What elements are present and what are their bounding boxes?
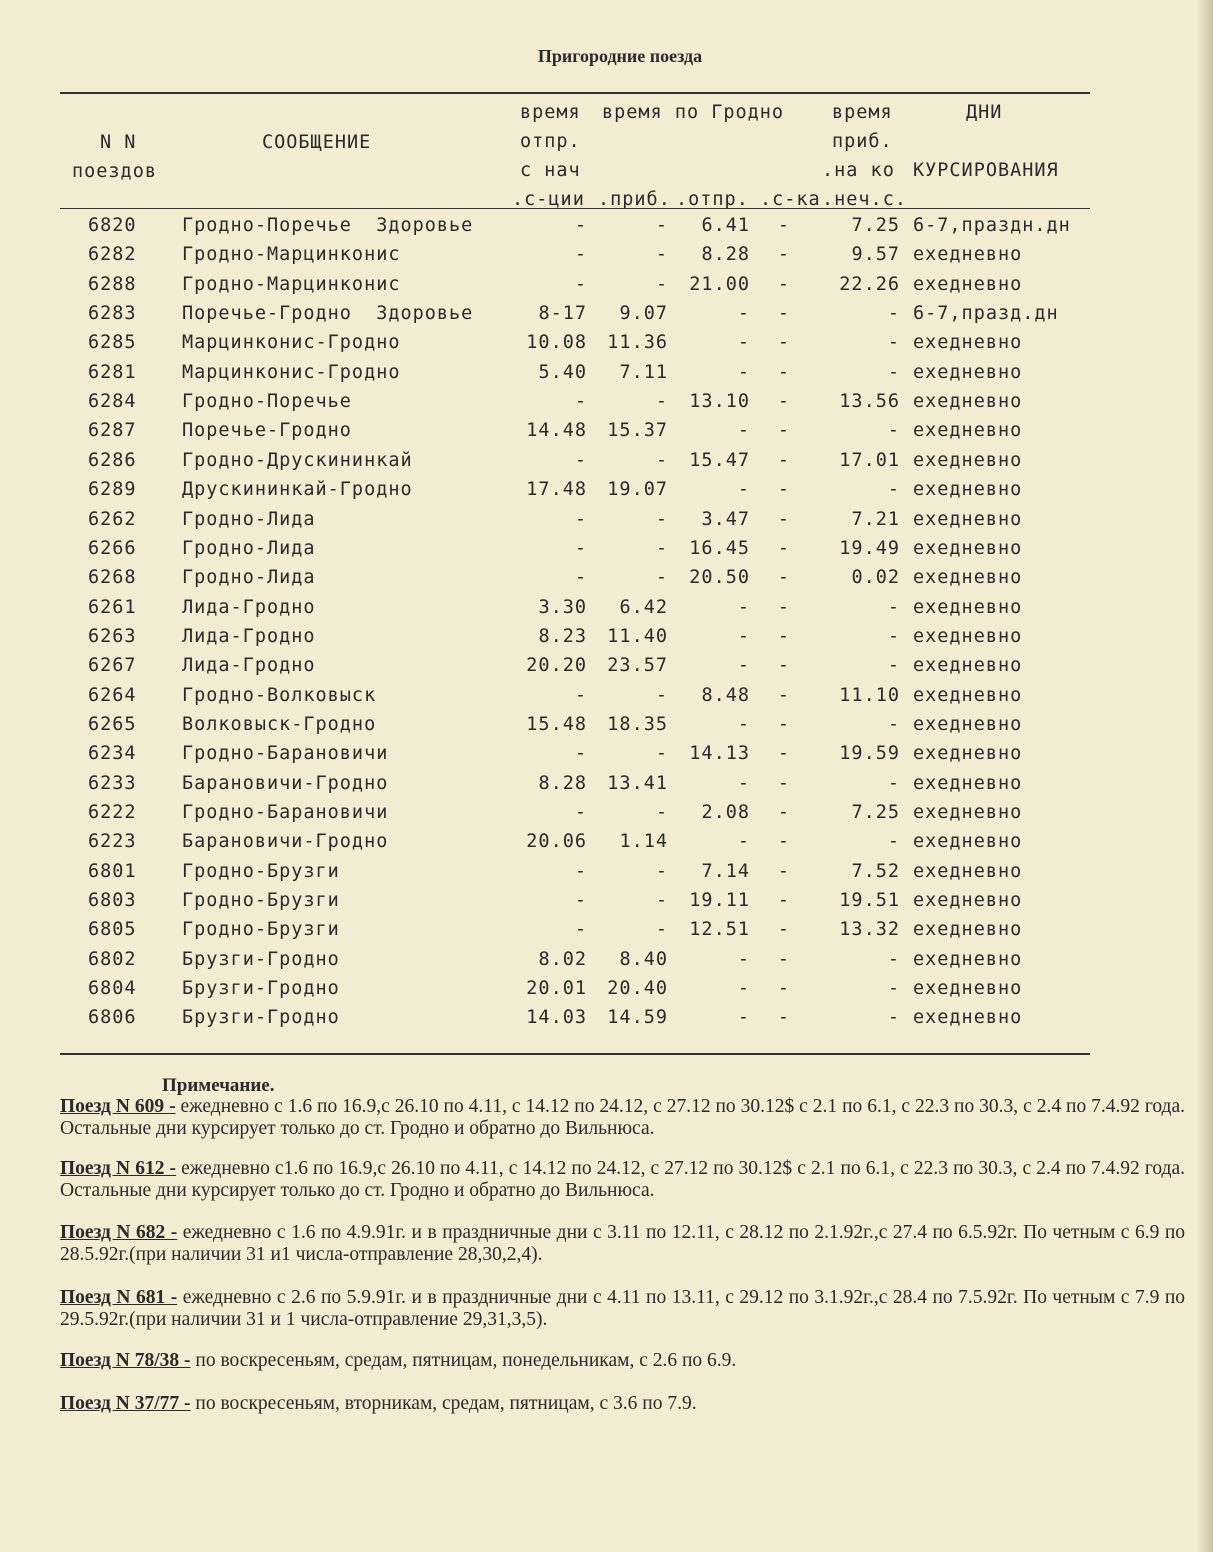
table-row [0,655,1213,684]
cell-arr: 9.07 [619,303,668,325]
cell-route: Гродно-Поречье [182,391,352,413]
cell-fin: - [887,655,900,677]
cell-arr: 23.57 [607,655,668,677]
cell-gdep: - [737,332,750,354]
cell-arr: - [655,391,668,413]
table-row [0,274,1213,303]
cell-route: Гродно-Марцинконис [182,273,401,295]
cell-garr: - [777,802,791,823]
note-text: ежедневно с 1.6 по 16.9,с 26.10 по 4.11, с 14.12 по 24.12, с 27.12 по 30.12$ с 2.1 по 6.1, с 22.3 по 30.3, с 2.4 по 7.4.92 года. Остальные дни курсирует только до ст. Гродно и обратно до Вильнюса. [60,1096,1185,1139]
cell-num: 6282 [88,244,137,266]
cell-dep: - [574,391,587,413]
cell-gdep: 13.10 [689,391,750,413]
table-row [0,861,1213,890]
cell-fin: - [887,361,900,383]
cell-arr: 18.35 [607,713,668,735]
cell-days: ехедневно [913,420,1023,442]
cell-garr: - [777,948,791,970]
cell-route: Гродно-Марцинконис [182,244,401,266]
table-row [0,332,1213,361]
cell-dep: - [574,684,587,706]
cell-gdep: 2.08 [701,802,750,823]
cell-gdep: 3.47 [701,508,750,530]
cell-arr: 19.07 [607,479,668,501]
cell-num: 6262 [88,508,137,530]
table-row [0,890,1213,919]
cell-num: 6267 [88,655,137,677]
cell-garr: - [777,625,791,647]
table-row [0,479,1213,508]
cell-dep: - [574,273,587,295]
table-row [0,567,1213,596]
cell-num: 6281 [88,361,137,383]
cell-fin: 7.52 [851,860,900,882]
table-row [0,450,1213,479]
cell-gdep: 21.00 [689,273,750,295]
cell-dep: 10.08 [526,332,587,354]
cell-num: 6804 [88,978,137,1000]
cell-num: 6286 [88,449,137,471]
cell-route: Барановичи-Гродно [182,772,389,794]
cell-num: 6820 [88,215,137,236]
cell-fin: 7.25 [851,215,900,236]
cell-fin: 19.49 [839,537,900,559]
cell-fin: 0.02 [851,567,900,589]
cell-garr: - [777,244,791,266]
cell-fin: - [887,420,900,442]
cell-garr: - [777,890,791,912]
note-text: по воскресеньям, вторникам, средам, пятницам, с 3.6 по 7.9. [190,1393,697,1414]
cell-num: 6806 [88,1007,137,1029]
cell-days: ехедневно [913,978,1023,1000]
cell-gdep: - [737,713,750,735]
cell-gdep: - [737,831,750,853]
cell-fin: 17.01 [839,449,900,471]
cell-num: 6261 [88,596,137,618]
cell-days: ехедневно [913,1007,1023,1029]
table-row [0,538,1213,567]
cell-arr: - [655,215,668,236]
cell-days: ехедневно [913,831,1023,853]
note-paragraph [60,1222,1185,1266]
note-label: Поезд N 682 - [60,1222,178,1243]
cell-num: 6285 [88,332,137,354]
cell-dep: 17.48 [526,479,587,501]
table-row [0,391,1213,420]
cell-fin: - [887,948,900,970]
cell-garr: - [777,684,791,706]
table-row [0,949,1213,978]
cell-dep: 3.30 [538,596,587,618]
table-row [0,978,1213,1007]
note-paragraph [60,1350,1185,1372]
cell-route: Гродно-Лида [182,508,316,530]
cell-days: ехедневно [913,772,1023,794]
cell-route: Гродно-Лида [182,537,316,559]
cell-gdep: 12.51 [689,919,750,941]
cell-dep: 8-17 [538,303,587,325]
page-title: Пригородние поезда [537,46,703,66]
note-label: Поезд N 37/77 - [60,1393,191,1414]
cell-garr: - [777,303,791,325]
cell-arr: 1.14 [619,831,668,853]
cell-gdep: 8.28 [701,244,750,266]
cell-route: Волковыск-Гродно [182,713,377,735]
cell-arr: - [655,273,668,295]
note-text: ежедневно с 1.6 по 4.9.91г. и в праздничные дни с 3.11 по 12.11, с 28.12 по 2.1.92г.,с 27.4 по 6.5.92г. По четным с 6.9 по 28.5.92г.(при наличии 31 и1 числа-отправление 28,30,2,4). [60,1222,1186,1265]
cell-days: ехедневно [913,361,1023,383]
header-num-line1: N N [100,132,137,153]
cell-fin: - [887,596,900,618]
cell-dep: 20.06 [526,831,587,853]
cell-arr: 11.40 [607,625,668,647]
cell-garr: - [777,332,791,354]
header-num-line2: поездов [72,161,157,182]
cell-fin: 19.51 [839,890,900,912]
header-route: СООБЩЕНИЕ [262,132,372,153]
cell-gdep: 14.13 [689,743,750,765]
cell-gdep: 6.41 [701,215,750,236]
cell-dep: - [574,244,587,266]
cell-route: Друскининкай-Гродно [182,479,413,501]
cell-days: ехедневно [913,860,1023,882]
cell-days: ехедневно [913,244,1023,266]
cell-fin: - [887,978,900,1000]
cell-days: ехедневно [913,596,1023,618]
header-dep-line4: .с-ции [512,189,585,210]
cell-num: 6287 [88,420,137,442]
table-row [0,1007,1213,1036]
cell-num: 6222 [88,802,137,823]
cell-route: Марцинконис-Гродно [182,361,401,383]
cell-num: 6264 [88,684,137,706]
cell-fin: 11.10 [839,684,900,706]
cell-garr: - [777,1007,791,1029]
cell-days: ехедневно [913,743,1023,765]
cell-gdep: 19.11 [689,890,750,912]
cell-days: ехедневно [913,919,1023,941]
cell-arr: 6.42 [619,596,668,618]
cell-route: Гродно-Лида [182,567,316,589]
cell-dep: 14.48 [526,420,587,442]
header-arr-sub: .приб. [598,189,671,210]
cell-fin: - [887,1007,900,1029]
cell-gdep: 15.47 [689,449,750,471]
cell-arr: - [655,508,668,530]
table-row [0,420,1213,449]
header-gdep-sub: .отпр. [676,189,749,210]
cell-num: 6265 [88,713,137,735]
notes-title: Примечание. [162,1075,275,1096]
cell-garr: - [777,391,791,413]
cell-dep: - [574,890,587,912]
cell-dep: 20.01 [526,978,587,1000]
cell-garr: - [777,449,791,471]
note-text: ежедневно с1.6 по 16.9,с 26.10 по 4.11, с 14.12 по 24.12, с 27.12 по 30.12$ с 2.1 по 6.1, с 22.3 по 30.3, с 2.4 по 7.4.92 года. Остальные дни курсирует только до ст. Гродно и обратно до Вильнюса. [60,1158,1185,1201]
cell-dep: - [574,802,587,823]
cell-gdep: - [737,655,750,677]
cell-days: ехедневно [913,332,1023,354]
cell-num: 6802 [88,948,137,970]
cell-fin: - [887,479,900,501]
cell-gdep: - [737,1007,750,1029]
cell-arr: 11.36 [607,332,668,354]
note-label: Поезд N 78/38 - [60,1350,191,1371]
table-row [0,362,1213,391]
cell-garr: - [777,479,791,501]
table-row [0,215,1213,244]
table-row [0,831,1213,860]
header-dep-line2: отпр. [520,131,581,152]
cell-days: ехедневно [913,479,1023,501]
cell-days: ехедневно [913,713,1023,735]
cell-num: 6266 [88,537,137,559]
cell-fin: - [887,831,900,853]
cell-days: exедневно [913,273,1023,295]
header-grodno-line1: время по Гродно [602,102,785,123]
cell-num: 6284 [88,391,137,413]
cell-days: ехедневно [913,625,1023,647]
note-label: Поезд N 612 - [60,1158,177,1179]
cell-days: ехедневно [913,655,1023,677]
table-row [0,802,1213,831]
cell-gdep: - [737,479,750,501]
cell-num: 6289 [88,479,137,501]
cell-garr: - [777,215,791,236]
cell-fin: 19.59 [839,743,900,765]
cell-garr: - [777,713,791,735]
cell-dep: 5.40 [538,361,587,383]
table-row [0,714,1213,743]
note-text: ежедневно с 2.6 по 5.9.91г. и в праздничные дни с 4.11 по 13.11, с 29.12 по 3.1.92г.,с 28.4 по 7.5.92г. По четным с 7.9 по 29.5.92г.(при наличии 31 и 1 числа-отправление 29,31,3,5). [60,1287,1186,1330]
cell-days: ехедневно [913,537,1023,559]
cell-route: Брузги-Гродно [182,948,340,970]
table-row [0,743,1213,772]
cell-num: 6803 [88,890,137,912]
header-fin-line2: приб. [832,131,893,152]
cell-fin: 7.21 [851,508,900,530]
cell-garr: - [777,919,791,941]
cell-gdep: 16.45 [689,537,750,559]
cell-dep: - [574,537,587,559]
cell-days: ехедневно [913,948,1023,970]
note-label: Поезд N 609 - [60,1096,176,1117]
cell-route: Лида-Гродно [182,625,316,647]
cell-num: 6801 [88,860,137,882]
cell-dep: - [574,508,587,530]
cell-gdep: 7.14 [701,860,750,882]
cell-garr: - [777,596,791,618]
cell-days: 6-7,праздн.дн [913,215,1071,236]
cell-days: ехедневно [913,802,1023,823]
cell-fin: - [887,332,900,354]
note-label: Поезд N 681 - [60,1287,178,1308]
cell-gdep: - [737,420,750,442]
header-dep-line1: время [520,102,581,123]
cell-route: Барановичи-Гродно [182,831,389,853]
note-text: по воскресеньям, средам, пятницам, понедельникам, с 2.6 по 6.9. [190,1350,737,1371]
header-days-line2: КУРСИРОВАНИЯ [913,160,1059,181]
cell-num: 6283 [88,303,137,325]
cell-days: ехедневно [913,391,1023,413]
cell-route: Гродно-Барановичи [182,802,389,823]
cell-arr: - [655,449,668,471]
cell-garr: - [777,361,791,383]
cell-garr: - [777,420,791,442]
cell-arr: - [655,537,668,559]
cell-route: Гродно-Брузги [182,860,340,882]
cell-arr: - [655,860,668,882]
table-row [0,773,1213,802]
table-row [0,597,1213,626]
header-rule [60,208,1090,209]
cell-fin: 22.26 [839,273,900,295]
header-fin-line1: время [832,102,893,123]
cell-fin: 7.25 [851,802,900,823]
table-row [0,509,1213,538]
cell-arr: 14.59 [607,1007,668,1029]
cell-garr: - [777,655,791,677]
cell-days: ехедневно [913,508,1023,530]
table-row [0,244,1213,273]
cell-garr: - [777,273,791,295]
cell-route: Брузги-Гродно [182,1007,340,1029]
cell-garr: - [777,860,791,882]
header-days-line1: ДНИ [966,102,1003,123]
cell-fin: - [887,625,900,647]
cell-route: Гродно-Волковыск [182,684,377,706]
cell-route: Лида-Гродно [182,596,316,618]
cell-garr: - [777,978,791,1000]
cell-num: 6223 [88,831,137,853]
cell-gdep: - [737,948,750,970]
cell-arr: 20.40 [607,978,668,1000]
cell-dep: - [574,567,587,589]
cell-num: 6288 [88,273,137,295]
note-paragraph [60,1287,1185,1331]
note-paragraph [60,1158,1185,1202]
cell-route: Поречье-Гродно Здоровье [182,303,474,325]
cell-num: 6233 [88,772,137,794]
table-row [0,919,1213,948]
cell-fin: - [887,303,900,325]
cell-num: 6268 [88,567,137,589]
cell-dep: 20.20 [526,655,587,677]
cell-gdep: 20.50 [689,567,750,589]
cell-dep: 14.03 [526,1007,587,1029]
cell-arr: - [655,567,668,589]
cell-num: 6805 [88,919,137,941]
note-paragraph [60,1096,1185,1140]
cell-fin: - [887,713,900,735]
header-fin-line4: .неч.с. [822,189,907,210]
cell-arr: 7.11 [619,361,668,383]
cell-dep: - [574,919,587,941]
cell-route: Поречье-Гродно [182,420,352,442]
bottom-rule [60,1053,1090,1055]
cell-route: Брузги-Гродно [182,978,340,1000]
header-dep-line3: с нач [520,160,581,181]
cell-route: Марцинконис-Гродно [182,332,401,354]
cell-days: ехедневно [913,684,1023,706]
cell-days: ехедневно [913,567,1023,589]
cell-fin: 9.57 [851,244,900,266]
cell-days: 6-7,пpазд.дн [913,303,1059,325]
cell-gdep: - [737,978,750,1000]
cell-gdep: - [737,772,750,794]
cell-garr: - [777,508,791,530]
cell-route: Гродно-Поречье Здоровье [182,215,474,236]
cell-gdep: - [737,625,750,647]
cell-route: Гродно-Брузги [182,919,340,941]
cell-arr: - [655,802,668,823]
cell-days: ехедневно [913,449,1023,471]
header-garr-sub: .с-ка [760,189,821,210]
cell-arr: - [655,684,668,706]
cell-route: Гродно-Друскининкай [182,449,413,471]
cell-gdep: 8.48 [701,684,750,706]
cell-dep: - [574,860,587,882]
cell-dep: 15.48 [526,713,587,735]
cell-garr: - [777,743,791,765]
cell-arr: - [655,919,668,941]
table-row [0,303,1213,332]
cell-arr: 13.41 [607,772,668,794]
cell-arr: 15.37 [607,420,668,442]
cell-fin: 13.32 [839,919,900,941]
table-row [0,626,1213,655]
cell-dep: - [574,215,587,236]
cell-dep: - [574,743,587,765]
cell-garr: - [777,831,791,853]
cell-gdep: - [737,596,750,618]
cell-arr: - [655,890,668,912]
header-fin-line3: .на ко [822,160,895,181]
cell-route: Гродно-Барановичи [182,743,389,765]
table-row [0,685,1213,714]
cell-arr: - [655,743,668,765]
cell-arr: - [655,244,668,266]
cell-dep: 8.23 [538,625,587,647]
cell-fin: 13.56 [839,391,900,413]
cell-garr: - [777,537,791,559]
cell-gdep: - [737,361,750,383]
cell-num: 6263 [88,625,137,647]
cell-days: ехедневно [913,890,1023,912]
cell-arr: 8.40 [619,948,668,970]
cell-garr: - [777,567,791,589]
cell-garr: - [777,772,791,794]
cell-fin: - [887,772,900,794]
top-rule [60,92,1090,94]
cell-num: 6234 [88,743,137,765]
cell-route: Лида-Гродно [182,655,316,677]
cell-dep: 8.28 [538,772,587,794]
cell-dep: 8.02 [538,948,587,970]
cell-gdep: - [737,303,750,325]
cell-dep: - [574,449,587,471]
note-paragraph [60,1393,1185,1415]
cell-route: Гродно-Брузги [182,890,340,912]
